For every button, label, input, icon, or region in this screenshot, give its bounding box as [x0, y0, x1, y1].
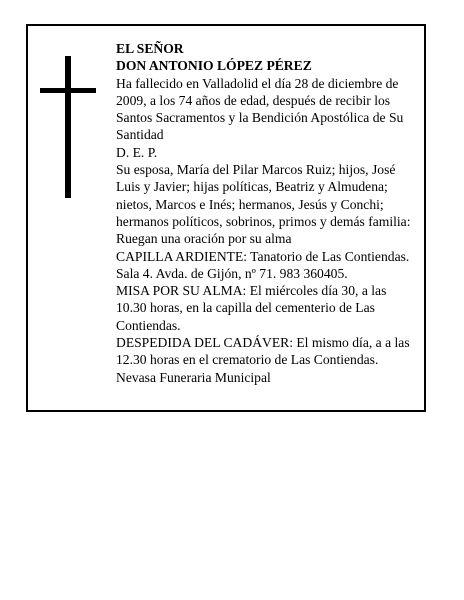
death-announcement: Ha fallecido en Valladolid el día 28 de diciembre de 2009, a los 74 años de edad, después de recibir los Santos Sacramentos y la Bendición Apostólica de Su Santidad: [116, 75, 404, 143]
dep-text: D. E. P.: [116, 144, 158, 160]
cross-horizontal-bar: [40, 88, 96, 93]
cross-icon: [40, 56, 96, 198]
deceased-name: DON ANTONIO LÓPEZ PÉREZ: [116, 58, 312, 74]
funeral-home: Nevasa Funeraria Municipal: [116, 369, 271, 385]
farewell-info: DESPEDIDA DEL CADÁVER: El mismo día, a a las 12.30 horas en el crematorio de Las Contiendas.: [116, 335, 410, 368]
obituary-notice: [26, 24, 426, 412]
cross-vertical-bar: [65, 56, 71, 198]
chapel-info: CAPILLA ARDIENTE: Tanatorio de Las Contiendas. Sala 4. Avda. de Gijón, nº 71. 983 360405.: [116, 248, 410, 281]
notice-title: EL SEÑOR: [116, 41, 184, 56]
prayer-request: Ruegan una oración por su alma: [116, 231, 292, 247]
notice-text: [116, 40, 416, 386]
mass-info: MISA POR SU ALMA: El miércoles día 30, a las 10.30 horas, en la capilla del cementerio de Las Contiendas.: [116, 283, 387, 333]
family-list: Su esposa, María del Pilar Marcos Ruiz; hijos, José Luis y Javier; hijas políticas, Beatriz y Almudena; nietos, Marcos e Inés; hermanos, Jesús y Conchi; hermanos políticos, sobrinos, primos y demás familia:: [116, 162, 411, 229]
